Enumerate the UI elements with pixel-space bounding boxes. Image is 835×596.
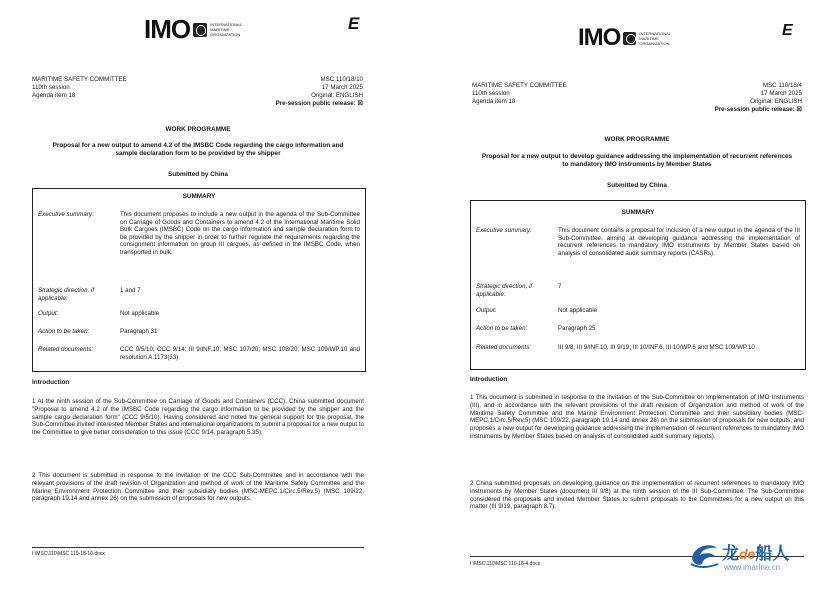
original-language: Original: ENGLISH xyxy=(311,92,363,99)
committee-block xyxy=(32,76,212,100)
watermark-url: www.imarine.cn xyxy=(724,563,781,572)
summary-key: Related documents: xyxy=(476,344,532,351)
document-title: Proposal for a new output to develop guidance addressing the implementation of recurrent references to mandatory IMO instruments by Member States xyxy=(481,153,793,168)
release-status: Pre-session public release: ☒ xyxy=(714,106,802,113)
summary-key: Executive summary: xyxy=(38,211,94,218)
summary-key: Output: xyxy=(476,307,497,314)
agenda-item: Agenda item 18 xyxy=(32,92,76,99)
summary-row xyxy=(476,227,800,275)
language-code: E xyxy=(782,22,793,39)
summary-key: Related documents: xyxy=(38,346,94,353)
summary-row xyxy=(476,307,800,316)
summary-value: Not applicable xyxy=(120,310,160,317)
summary-key: Executive summary: xyxy=(476,227,532,234)
paragraph-1: 1 This document is submitted in response to the invitation of the Sub-Committee on Implementation of IMO Instruments (III), and in accordance with the relevant provisions of the draft revision of Organization and method of work of the Maritime Safety Committee and the Marine Environment Protection Committee and their subsidiary bodies (MSC-MEPC.1/Circ.5/Rev.5) (MSC 109/22, paragraph 19.14 and annex 26) on the submission of proposals for new outputs, and proposes a new output for developing guidance addressing the implementation of recurrent references to mandatory IMO instruments by Member States based on analysis of consolidated audit summary reports). xyxy=(470,394,804,440)
summary-key: Action to be taken: xyxy=(38,328,90,335)
footer-path: I:\MSC\110\MSC 110-18-4.docx xyxy=(470,561,541,567)
paragraph-1: 1 At the ninth session of the Sub-Committee on Carriage of Goods and Containers (CCC), China submitted document "Proposal to amend 4.2 of the IMSBC Code regarding the cargo information to be provided by the shipper and the sample cargo declaration form" (CCC 9/5/10). Having considered and noted the general support for the proposal, the Sub-Committee invited interested Member States and international organizations to submit a proposal for a new output to the Committee to give better consideration to this issue (CCC 9/14, paragraph 5.35). xyxy=(32,398,364,437)
introduction-heading: Introduction xyxy=(470,376,508,383)
imo-logo-text: IMO xyxy=(578,24,621,51)
session: 110th session xyxy=(472,90,510,97)
document-date: 17 March 2025 xyxy=(760,90,802,97)
summary-key: Strategic direction, if applicable: xyxy=(476,283,533,298)
site-watermark xyxy=(688,538,830,580)
summary-title: SUMMARY xyxy=(182,193,216,200)
brand-part-b: 船人 xyxy=(755,544,790,563)
summary-row xyxy=(476,325,800,334)
paragraph-2: 2 China submitted proposals on developing guidance on the implementation of recurrent references to mandatory IMO instruments by Member States (document III 9/8) at the ninth session of the III Sub-Committee. The Sub-Committee considered the proposals and invited Member States to submit proposals to the Committees for a new output on this matter (III 9/19, paragraph 8.7). xyxy=(470,480,804,511)
summary-row xyxy=(38,346,360,364)
section-heading: WORK PROGRAMME xyxy=(165,126,231,133)
summary-value: This document contains a proposal for inclusion of a new output in the agenda of the III Sub-Committee, aiming at developing guidance addressing the implementation of recurrent references to mandatory IMO instruments by Member States based on analysis of consolidated audit summary reports (CASRs). xyxy=(558,227,800,257)
summary-value: III 9/8, III 9/INF.10, III 9/19; III 10/INF.6, III 10/WP.6 and MSC 109/WP.10 xyxy=(558,344,755,351)
imo-logo xyxy=(144,14,242,45)
imo-logo xyxy=(578,24,671,52)
session: 110th session xyxy=(32,84,70,91)
summary-value: Not applicable xyxy=(558,307,598,314)
brand-part-de: de xyxy=(739,546,756,562)
organization-name: INTERNATIONAL MARITIME ORGANIZATION xyxy=(210,22,242,37)
footer-rule xyxy=(32,547,364,548)
summary-key: Output: xyxy=(38,310,59,317)
organization-name: INTERNATIONAL MARITIME ORGANIZATION xyxy=(639,30,672,46)
summary-value: This document proposes to include a new output in the agenda of the Sub-Committee on Carriage of Goods and Containers to amend 4.2 of the International Maritime Solid Bulk Cargoes (IMSBC) Code on the cargo information and sample declaration form to be provided by the shipper in order to further regulate the requirements regarding the consignment information on group III cargoes, as defined in the IMSBC Code, when transported in bulk. xyxy=(120,211,360,256)
summary-row xyxy=(38,328,360,337)
summary-row xyxy=(476,344,800,362)
dragon-logo-icon xyxy=(688,540,720,570)
imo-logo-text: IMO xyxy=(144,14,191,44)
submitted-by: Submitted by China xyxy=(606,182,667,189)
summary-key: Action to be taken: xyxy=(476,325,528,332)
footer-path: I:\MSC\110\MSC 110-18-10.docx xyxy=(32,551,105,557)
section-heading: WORK PROGRAMME xyxy=(604,136,670,143)
committee-name: MARITIME SAFETY COMMITTEE xyxy=(32,76,127,83)
document-symbol: MSC 110/18/4 xyxy=(762,82,802,89)
summary-row xyxy=(38,211,360,281)
committee-name: MARITIME SAFETY COMMITTEE xyxy=(472,82,567,89)
document-page-2 xyxy=(462,16,814,576)
committee-block xyxy=(472,82,652,106)
summary-value: 7 xyxy=(558,283,562,290)
summary-value: CCC 9/5/10, CCC 9/14; III 9/INF.10; MSC 107/20; MSC 108/20; MSC 109/WP.10 and resolution A.1173(33) xyxy=(120,346,360,361)
summary-value: Paragraph 25 xyxy=(558,325,596,332)
watermark-brand xyxy=(722,539,789,564)
release-status: Pre-session public release: ☒ xyxy=(275,100,363,107)
imo-emblem-icon xyxy=(193,23,207,37)
summary-box xyxy=(32,188,366,372)
original-language: Original: ENGLISH xyxy=(750,98,802,105)
agenda-item: Agenda item 18 xyxy=(472,98,516,105)
summary-value: 1 and 7 xyxy=(120,287,141,294)
document-symbol: MSC 110/18/10 xyxy=(320,76,363,83)
submitted-by: Submitted by China xyxy=(167,171,228,178)
summary-row xyxy=(38,287,360,303)
paragraph-2: 2 This document is submitted in response to the invitation of the CCC Sub-Committee and in accordance with the relevant provisions of the draft revision of Organization and method of work of the Maritime Safety Committee and the Marine Environment Protection Committee and their subsidiary bodies (MSC-MEPC.1/Circ.5/Rev.5) (MSC 109/22, paragraph 19.14 and annex 26) on the submission of proposals for new outputs. xyxy=(32,472,364,503)
brand-part-a: 龙 xyxy=(722,544,739,563)
document-page-1 xyxy=(18,6,378,586)
summary-key: Strategic direction, if applicable: xyxy=(38,287,95,302)
document-date: 17 March 2025 xyxy=(321,84,363,91)
introduction-heading: Introduction xyxy=(32,379,70,386)
document-meta xyxy=(632,82,802,114)
language-code: E xyxy=(348,14,360,33)
summary-value: Paragraph 31 xyxy=(120,328,158,335)
document-title: Proposal for a new output to amend 4.2 of the IMSBC Code regarding the cargo information and sample declaration form to be provided by the shipper xyxy=(52,142,344,157)
summary-row xyxy=(476,283,800,299)
document-meta xyxy=(198,76,363,108)
summary-row xyxy=(38,310,360,319)
imo-emblem-icon xyxy=(623,32,636,45)
summary-title: SUMMARY xyxy=(621,209,655,216)
summary-box xyxy=(470,200,806,370)
